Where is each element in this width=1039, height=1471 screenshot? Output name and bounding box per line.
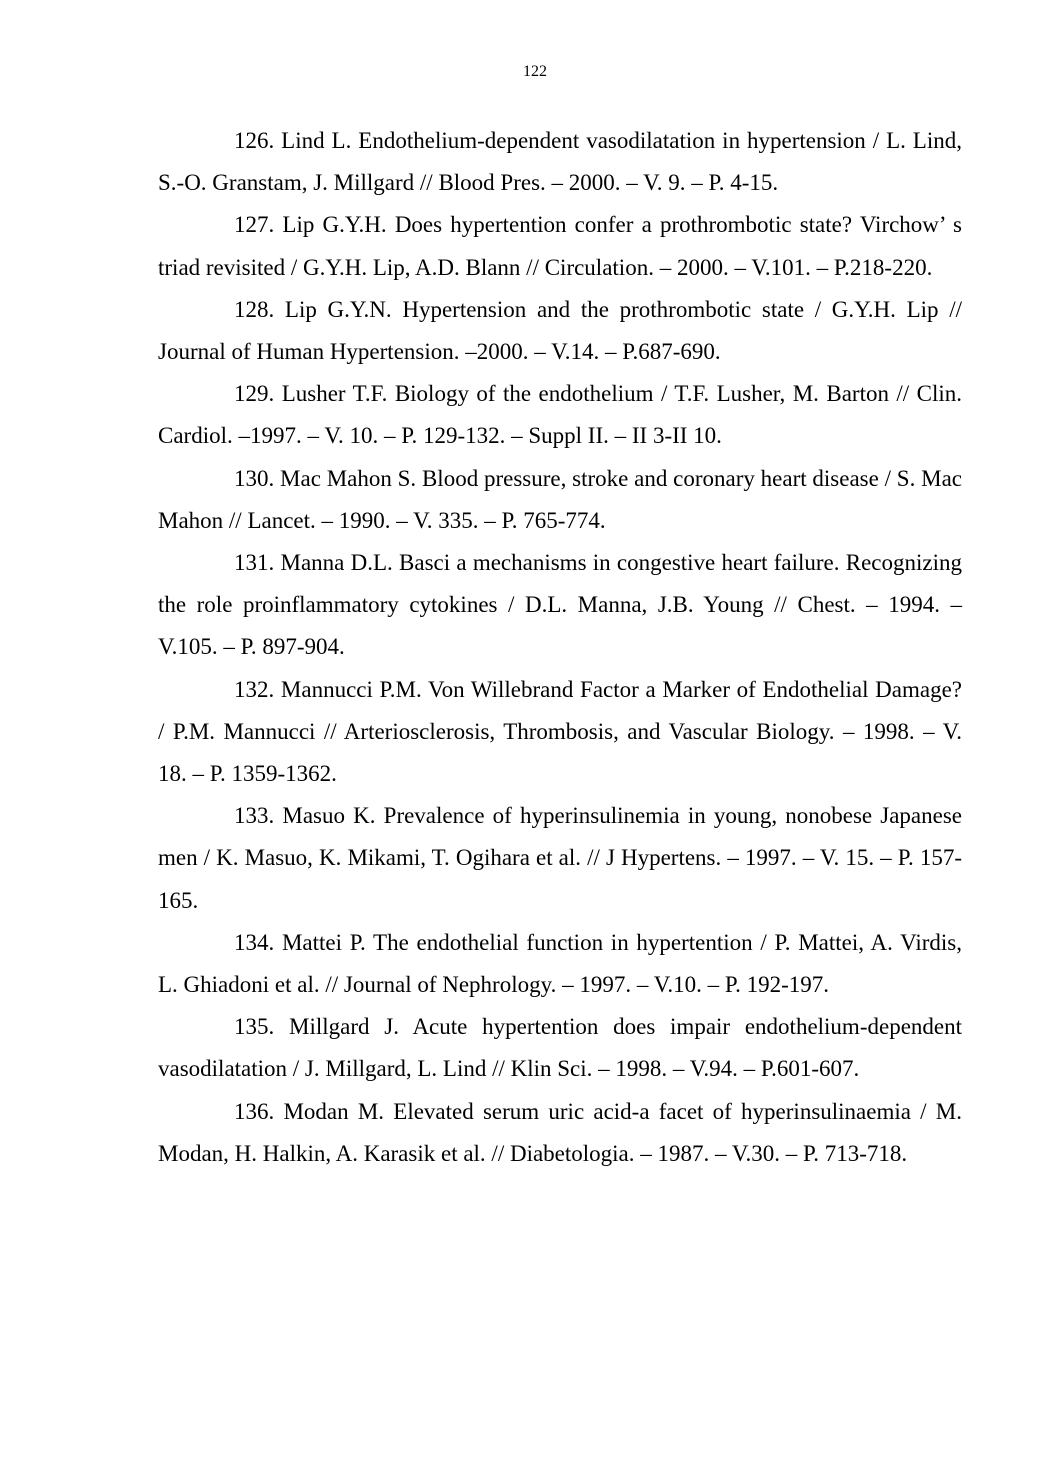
reference-item: 131. Manna D.L. Basci a mechanisms in congestive heart failure. Recognizing the role proinflammatory cytokines / D.L. Manna, J.B. Young // Chest. – 1994. – V.105. – P. 897-904.: [158, 550, 962, 660]
reference-item: 126. Lind L. Endothelium-dependent vasodilatation in hypertension / L. Lind, S.-O. Granstam, J. Millgard // Blood Pres. – 2000. – V. 9. – P. 4-15.: [158, 128, 962, 196]
reference-item: 132. Mannucci P.M. Von Willebrand Factor a Marker of Endothelial Damage? / P.M. Mannucci // Arteriosclerosis, Thrombosis, and Vascular Biology. – 1998. – V. 18. – P. 1359-1362.: [158, 676, 962, 787]
reference-item: 130. Mac Mahon S. Blood pressure, stroke and coronary heart disease / S. Mac Mahon // Lancet. – 1990. – V. 335. – P. 765-774.: [158, 465, 962, 533]
reference-item: 127. Lip G.Y.H. Does hypertention confer a prothrombotic state? Virchow’ s triad revisited / G.Y.H. Lip, A.D. Blann // Circulation. – 2000. – V.101. – P.218-220.: [158, 212, 962, 280]
reference-item: 133. Masuo K. Prevalence of hyperinsulinemia in young, nonobese Japanese men / K. Masuo, K. Mikami, T. Ogihara et al. // J Hypertens. – 1997. – V. 15. – P. 157-165.: [158, 803, 962, 913]
reference-item: 129. Lusher T.F. Biology of the endothelium / T.F. Lusher, M. Barton // Clin. Cardiol. –1997. – V. 10. – P. 129-132. – Suppl II. – II 3-II 10.: [158, 381, 962, 449]
reference-item: 134. Mattei P. The endothelial function in hypertention / P. Mattei, A. Virdis, L. Ghiadoni et al. // Journal of Nephrology. – 1997. – V.10. – P. 192-197.: [158, 929, 962, 998]
page-number: 122: [523, 63, 547, 80]
reference-item: 136. Modan M. Elevated serum uric acid-a facet of hyperinsulinaemia / M. Modan, H. Halkin, A. Karasik et al. // Diabetologia. – 1987. – V.30. – P. 713-718.: [158, 1098, 962, 1166]
reference-item: 135. Millgard J. Acute hypertention does impair endothelium-dependent vasodilatation / J. Millgard, L. Lind // Klin Sci. – 1998. – V.94. – P.601-607.: [158, 1014, 962, 1082]
reference-item: 128. Lip G.Y.N. Hypertension and the prothrombotic state / G.Y.H. Lip // Journal of Human Hypertension. –2000. – V.14. – P.687-690.: [158, 296, 962, 365]
reference-list: [158, 120, 962, 1175]
